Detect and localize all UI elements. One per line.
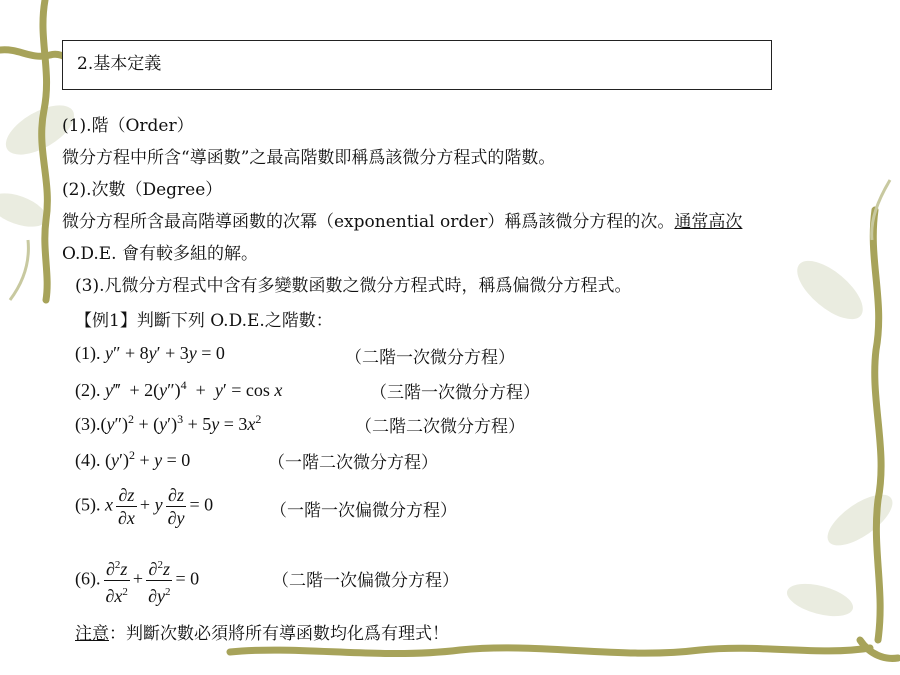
example-comment-3: （二階二次微分方程） [355,417,525,437]
example-label: (3). [75,414,101,434]
order-definition: 微分方程中所含“導函數”之最高階數即稱爲該微分方程式的階數。 [62,148,556,168]
example-comment-5: （一階一次偏微分方程） [270,501,457,521]
example-comment-6: （二階一次偏微分方程） [272,571,459,591]
example-label: (4). [75,450,101,470]
example-label: (1). [75,343,101,363]
slide-title: 2.基本定義 [77,54,162,74]
example-equation-2: (2). y‴ + $2(y'')^4 + y' = \cos x$ [75,378,283,400]
example-label: (5). [75,494,101,515]
degree-definition-line2: O.D.E. 會有較多組的解。 [62,244,258,264]
title-box [62,40,772,90]
degree-heading: (2).次數（Degree） [62,180,223,200]
example-title: 【例1】判斷下列 O.D.E.之階數： [75,311,333,331]
note-label: 注意 [75,624,109,644]
example-label: (2). [75,380,101,400]
example-equation-6: (6). $\frac{\partial^2z}{\partial x^2}$ + $\frac{\partial^2z}{\partial y^2}$ = 0 [75,554,199,607]
example-comment-2: （三階一次微分方程） [370,383,540,403]
pde-definition: (3).凡微分方程式中含有多變數函數之微分方程式時，稱爲偏微分方程式。 [75,276,632,296]
example-equation-5: (5). x $\frac{\partial z}{\partial x}$ + y $\frac{\partial z}{\partial y}$ = 0 [75,485,214,528]
example-comment-1: （二階一次微分方程） [345,348,515,368]
note-text: ：判斷次數必須將所有導函數均化爲有理式！ [109,624,449,644]
degree-definition-line1 [62,211,742,233]
order-heading: (1).階（Order） [62,116,194,136]
degree-definition-underlined: 通常高次 [674,212,743,232]
example-comment-4: （一階二次微分方程） [268,453,438,473]
example-label: (6). [75,568,101,589]
degree-definition-text: 微分方程所含最高階導函數的次冪（exponential order）稱爲該微分方程的次。 [62,212,675,232]
example-equation-4: (4). $(y')^2 + y = 0$ [75,448,191,470]
example-equation-1: (1). y″ + 8y′ + 3y = 0 [75,343,225,363]
note-line [75,623,449,645]
example-equation-3: $(3).(y'')^2 + (y')^3 + 5y = 3x^2$ [75,412,262,434]
